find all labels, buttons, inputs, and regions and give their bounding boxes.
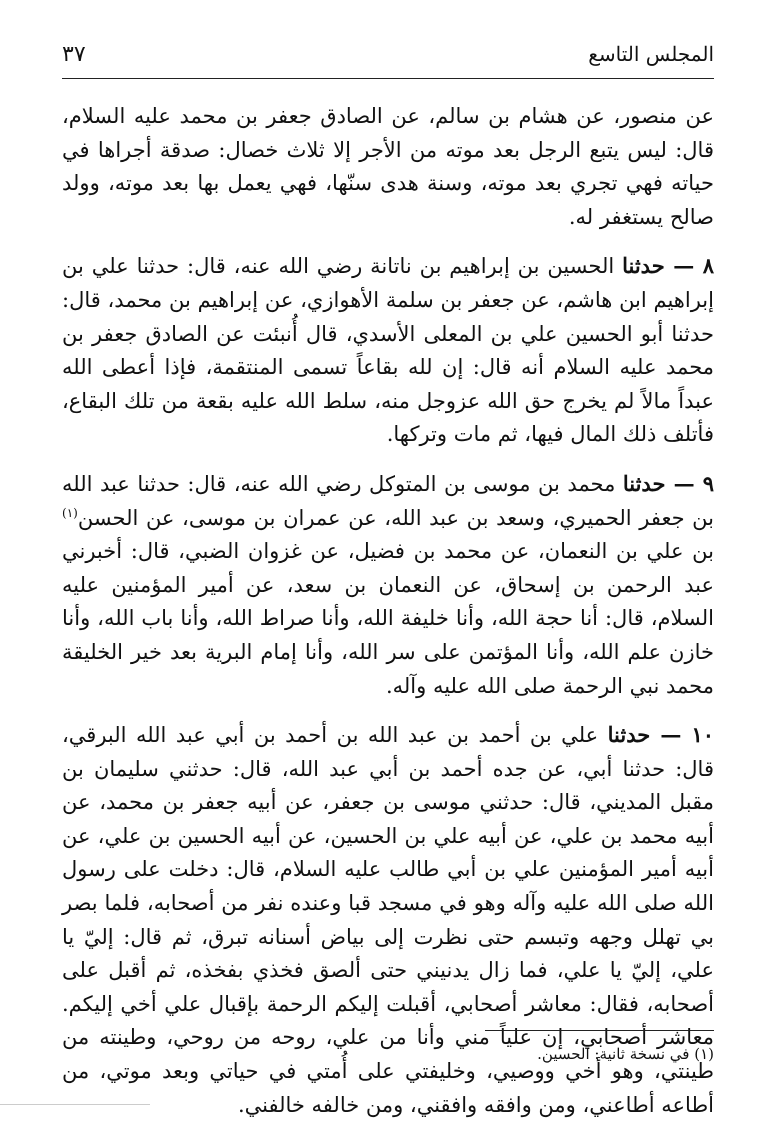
page-number: ٣٧ xyxy=(62,42,86,67)
hadith-number: ٨ — xyxy=(664,253,714,279)
footnote-reference: (١) xyxy=(62,505,78,520)
narration-keyword: حدثنا xyxy=(622,470,666,496)
paragraph-hadith-8 xyxy=(62,249,714,452)
running-title: المجلس التاسع xyxy=(588,42,714,66)
page-edge-line xyxy=(0,1104,150,1105)
paragraph-text: عن منصور، عن هشام بن سالم، عن الصادق جعفر بن محمد عليه السلام، قال: ليس يتبع الرجل بعد موته من الأجر إلا ثلاث خصال: صدقة أجراها في حياته فهي تجري بعد موته، وسنة هدى سنّها، فهي يعمل بها بعد موته، وولد صالح يستغفر له. xyxy=(62,104,714,229)
page-header xyxy=(62,36,714,79)
main-text xyxy=(62,100,714,1122)
paragraph-text: الحسين بن إبراهيم بن ناتانة رضي الله عنه، قال: حدثنا علي بن إبراهيم ابن هاشم، عن جعفر بن سلمة الأهوازي، عن إبراهيم بن محمد، قال: حدثنا أبو الحسين علي بن المعلى الأسدي، قال أُنبئت عن الصادق جعفر بن محمد عليه السلام أنه قال: إن لله بقاعاً تسمى المنتقمة، فإذا أعطى الله عبداً مالاً لم يخرج حق الله عزوجل منه، سلط الله عليه بقعة من تلك البقاع، فأتلف ذلك المال فيها، ثم مات وتركها. xyxy=(62,254,714,447)
narration-keyword: حدثنا xyxy=(622,253,665,279)
footnote-divider xyxy=(485,1030,714,1031)
footnote: (١) في نسخة ثانية: الحسين. xyxy=(537,1045,714,1063)
paragraph-text: بن علي بن النعمان، عن محمد بن فضيل، عن غزوان الضبي، قال: أخبرني عبد الرحمن بن إسحاق، عن النعمان بن سعد، عن أمير المؤمنين عليه السلام، قال: أنا حجة الله، وأنا خليفة الله، وأنا صراط الله، وأنا باب الله، وأنا خازن علم الله، وأنا المؤتمن على سر الله، وأنا إمام البرية بعد خير الخليقة محمد نبي الرحمة صلى الله عليه وآله. xyxy=(62,539,714,698)
paragraph-hadith-7-continued xyxy=(62,100,714,234)
hadith-number: ١٠ — xyxy=(650,722,714,748)
hadith-number: ٩ — xyxy=(665,470,714,496)
paragraph-hadith-9 xyxy=(62,467,714,703)
narration-keyword: حدثنا xyxy=(607,722,651,748)
paragraph-text: علي بن أحمد بن عبد الله بن أحمد بن أبي عبد الله البرقي، قال: حدثنا أبي، عن جده أحمد بن أبي عبد الله، قال: حدثني سليمان بن مقبل المديني، قال: حدثني موسى بن جعفر، عن أبيه جعفر بن محمد، عن أبيه محمد بن علي، عن أبيه علي بن الحسين، عن أبيه الحسين بن علي، عن أبيه أمير المؤمنين علي بن أبي طالب عليه السلام، قال: دخلت على رسول الله صلى الله عليه وآله وهو في مسجد قبا وعنده نفر من أصحابه، فلما بصر بي تهلل وجهه وتبسم حتى نظرت إلى بياض أسنانه تبرق، ثم قال: إليّ يا علي، إليّ يا علي، فما زال يدنيني حتى ألصق فخذي بفخذه، ثم أقبل على أصحابه، فقال: معاشر أصحابي، أقبلت إليكم الرحمة بإقبال علي أخي إليكم. معاشر أصحابي، إن علياً مني وأنا من علي، روحه من روحي، وطينته من طينتي، وهو أخي ووصيي، وخليفتي على أُمتي في حياتي وبعد موتي، من أطاعه أطاعني، ومن وافقه وافقني، ومن خالفه خالفني. xyxy=(62,723,714,1117)
paragraph-text: محمد بن موسى بن المتوكل رضي الله عنه، قال: حدثنا عبد الله بن جعفر الحميري، وسعد بن عبد الله، عن عمران بن موسى، عن الحسن xyxy=(62,471,714,530)
